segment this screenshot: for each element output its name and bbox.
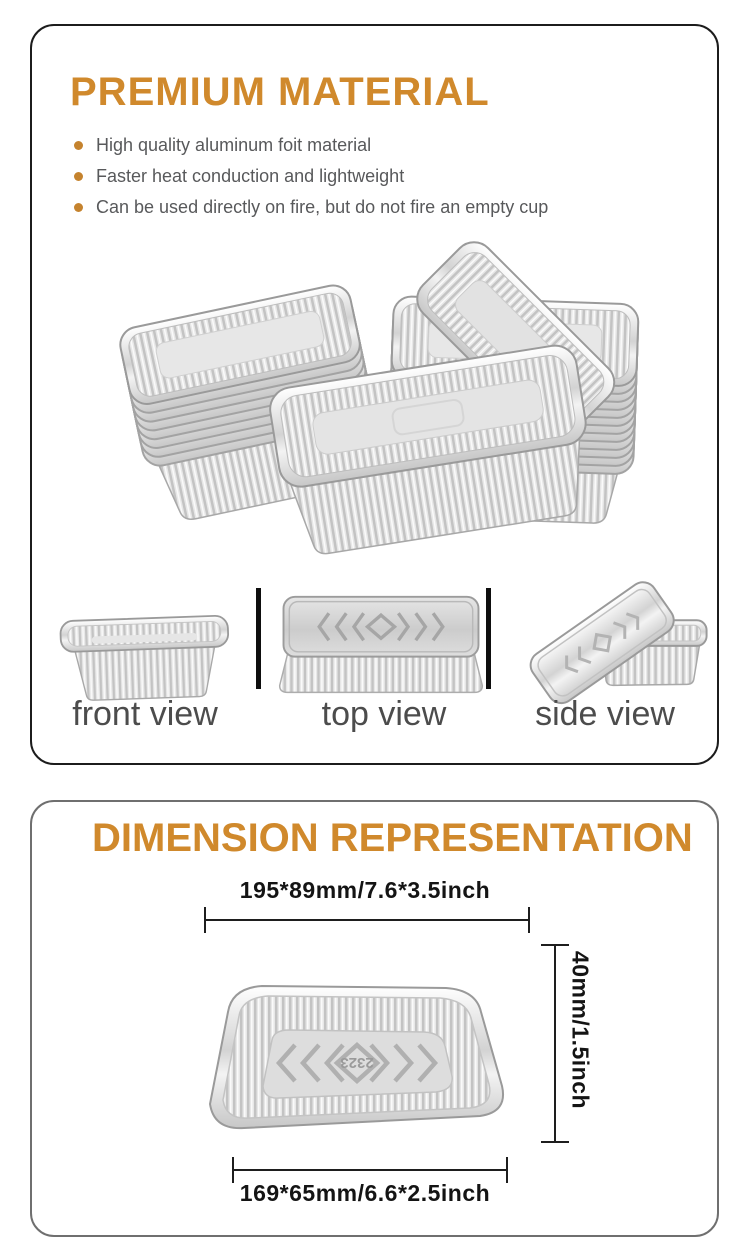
side-dimension-line: [554, 945, 556, 1143]
feature-bullet-list: [72, 130, 548, 223]
premium-material-card: [30, 24, 719, 765]
front-view-image: [54, 598, 236, 706]
feature-bullet-text: Faster heat conduction and lightweight: [96, 166, 405, 186]
dimension-card: [30, 800, 719, 1237]
feature-bullet: [72, 161, 548, 192]
top-view-label: top view: [321, 695, 447, 733]
dimension-pan-image: [184, 960, 529, 1160]
side-view-label: side view: [535, 695, 675, 733]
dimension-title: DIMENSION REPRESENTATION: [92, 816, 693, 860]
side-dimension-tick-bottom: [541, 1141, 569, 1143]
feature-bullet-text: Can be used directly on fire, but do not fire an empty cup: [96, 197, 549, 217]
top-dimension-line: [204, 919, 530, 921]
view-divider: [256, 588, 261, 689]
side-dimension-tick-top: [541, 944, 569, 946]
bullet-dot-icon: [74, 203, 83, 212]
premium-title: PREMIUM MATERIAL: [70, 70, 490, 114]
bullet-dot-icon: [74, 172, 83, 181]
front-view-label: front view: [72, 695, 218, 733]
side-view-image: [495, 571, 723, 709]
product-photo: [82, 226, 682, 571]
feature-bullet: [72, 130, 548, 161]
foil-pans-photo: [82, 226, 682, 571]
feature-bullet: [72, 192, 548, 223]
side-dimension-label: 40mm/1.5inch: [567, 950, 594, 1110]
feature-bullet-text: High quality aluminum foit material: [96, 135, 372, 155]
embossed-code-text: 2323: [340, 1054, 374, 1071]
bottom-dimension-line: [232, 1169, 508, 1171]
top-dimension-tick-right: [528, 907, 530, 933]
bullet-dot-icon: [74, 141, 83, 150]
top-dimension-label: 195*89mm/7.6*3.5inch: [239, 877, 491, 903]
top-view-image: [270, 588, 492, 706]
top-dimension-tick-left: [204, 907, 206, 933]
view-divider: [486, 588, 491, 689]
bottom-dimension-label: 169*65mm/6.6*2.5inch: [239, 1180, 491, 1206]
